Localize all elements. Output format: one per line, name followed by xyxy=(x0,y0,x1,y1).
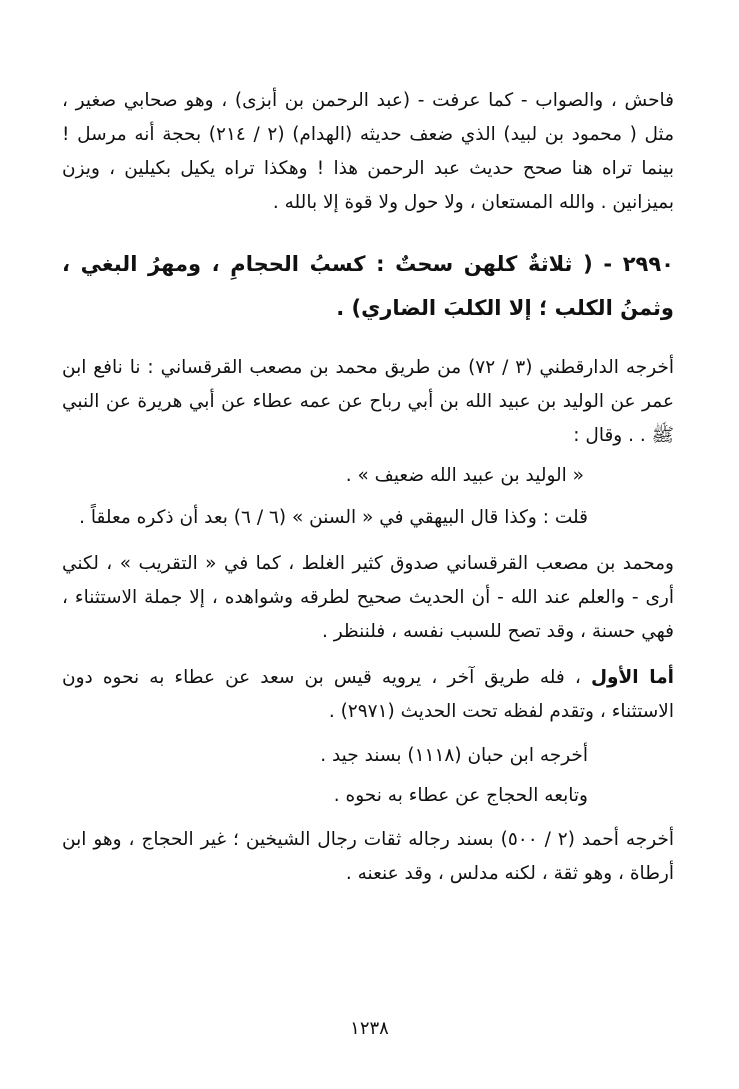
paragraph-comment: قلت : وكذا قال البيهقي في « السنن » (٦ / ٦) بعد أن ذكره معلقاً . xyxy=(79,507,588,528)
paragraph-assessment: ومحمد بن مصعب القرقساني صدوق كثير الغلط ، كما في « التقريب » ، لكني أرى - والعلم عند الله - أن الحديث صحيح لطرقه وشواهده ، إلا جملة الاستثناء ، فهي حسنة ، وقد تصح للسبب نفسه ، فلننظر . xyxy=(62,553,674,642)
paragraph-first-route xyxy=(62,661,674,729)
page-number: ١٢٣٨ xyxy=(350,1018,389,1039)
paragraph-ibn-hibban: أخرجه ابن حبان (١١١٨) بسند جيد . xyxy=(320,745,588,766)
first-route-lead: أما الأول xyxy=(590,667,674,688)
hadith-heading: ٢٩٩٠ - ( ثلاثةٌ كلهن سحتٌ : كسبُ الحجامِ ، ومهرُ البغي ، وثمنُ الكلب ؛ إلا الكلبَ الضاري) . xyxy=(62,252,674,320)
first-route-text: ، فله طريق آخر ، يرويه قيس بن سعد عن عطاء به نحوه دون الاستثناء ، وتقدم لفظه تحت الحديث (٢٩٧١) . xyxy=(62,667,674,722)
paragraph-ahmad: أخرجه أحمد (٢ / ٥٠٠) بسند رجاله ثقات رجال الشيخين ؛ غير الحجاج ، وهو ابن أرطاة ، وهو ثقة ، لكنه مدلس ، وقد عنعنه . xyxy=(62,829,674,884)
page-body xyxy=(62,84,674,891)
paragraph-intro: فاحش ، والصواب - كما عرفت - (عبد الرحمن بن أبزى) ، وهو صحابي صغير ، مثل ( محمود بن لبيد) الذي ضعف حديثه (الهدام) (٢ / ٢١٤) بحجة أنه مرسل ! بينما تراه هنا صحح حديث عبد الرحمن هذا ! وهكذا تراه يكيل بكيلين ، ويزن بميزانين . والله المستعان ، ولا حول ولا قوة إلا بالله . xyxy=(62,90,675,213)
paragraph-takhrij: أخرجه الدارقطني (٣ / ٧٢) من طريق محمد بن مصعب القرقساني : نا نافع ابن عمر عن الوليد بن عبيد الله بن أبي رباح عن عمه عطاء عن أبي هريرة عن النبي ﷺ . . وقال : xyxy=(62,357,674,446)
paragraph-quote: « الوليد بن عبيد الله ضعيف » . xyxy=(345,465,584,486)
paragraph-hajjaj: وتابعه الحجاج عن عطاء به نحوه . xyxy=(333,785,588,806)
